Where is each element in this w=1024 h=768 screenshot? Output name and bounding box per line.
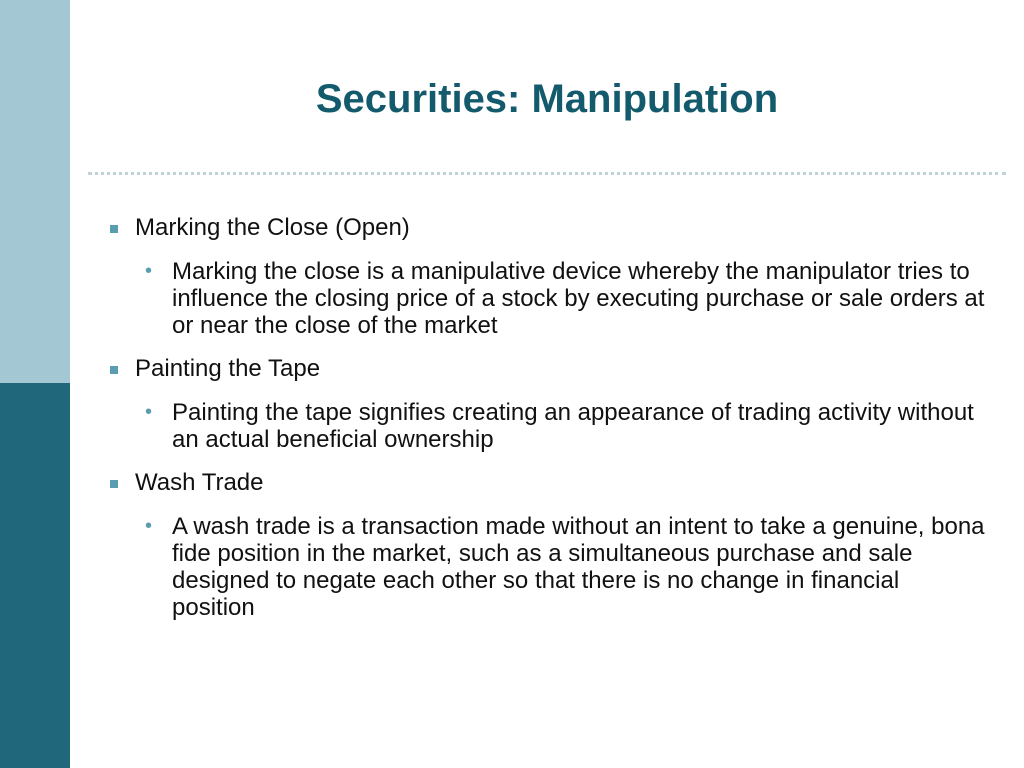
bullet-heading: Painting the Tape bbox=[135, 355, 321, 382]
dot-bullet-icon: • bbox=[145, 401, 153, 423]
sub-bullet-marking-the-close bbox=[145, 258, 988, 339]
sub-bullet-text: Painting the tape signifies creating an appearance of trading activity without an actual beneficial ownership bbox=[172, 399, 974, 453]
dot-bullet-icon: • bbox=[145, 260, 153, 282]
square-bullet-icon bbox=[110, 480, 118, 488]
slide-title: Securities: Manipulation bbox=[315, 77, 779, 121]
bullet-heading: Wash Trade bbox=[135, 469, 264, 496]
sub-bullet-painting-the-tape bbox=[145, 399, 988, 453]
sidebar-accent-dark bbox=[0, 383, 70, 768]
sidebar-accent-light bbox=[0, 0, 70, 383]
sub-bullet-text: Marking the close is a manipulative device whereby the manipulator tries to influence the closing price of a stock by executing purchase or sale orders at or near the close of the market bbox=[172, 258, 985, 339]
square-bullet-icon bbox=[110, 366, 118, 374]
sub-bullet-text: A wash trade is a transaction made without an intent to take a genuine, bona fide position in the market, such as a simultaneous purchase and sale designed to negate each other so that there is no change in financial position bbox=[172, 513, 985, 621]
square-bullet-icon bbox=[110, 225, 118, 233]
sub-bullet-wash-trade bbox=[145, 513, 988, 621]
bullet-wash-trade bbox=[108, 469, 988, 497]
bullet-painting-the-tape bbox=[108, 355, 988, 383]
slide-content bbox=[108, 214, 988, 637]
dot-bullet-icon: • bbox=[145, 515, 153, 537]
title-divider bbox=[88, 172, 1006, 175]
bullet-marking-the-close bbox=[108, 214, 988, 242]
bullet-heading: Marking the Close (Open) bbox=[135, 214, 410, 241]
